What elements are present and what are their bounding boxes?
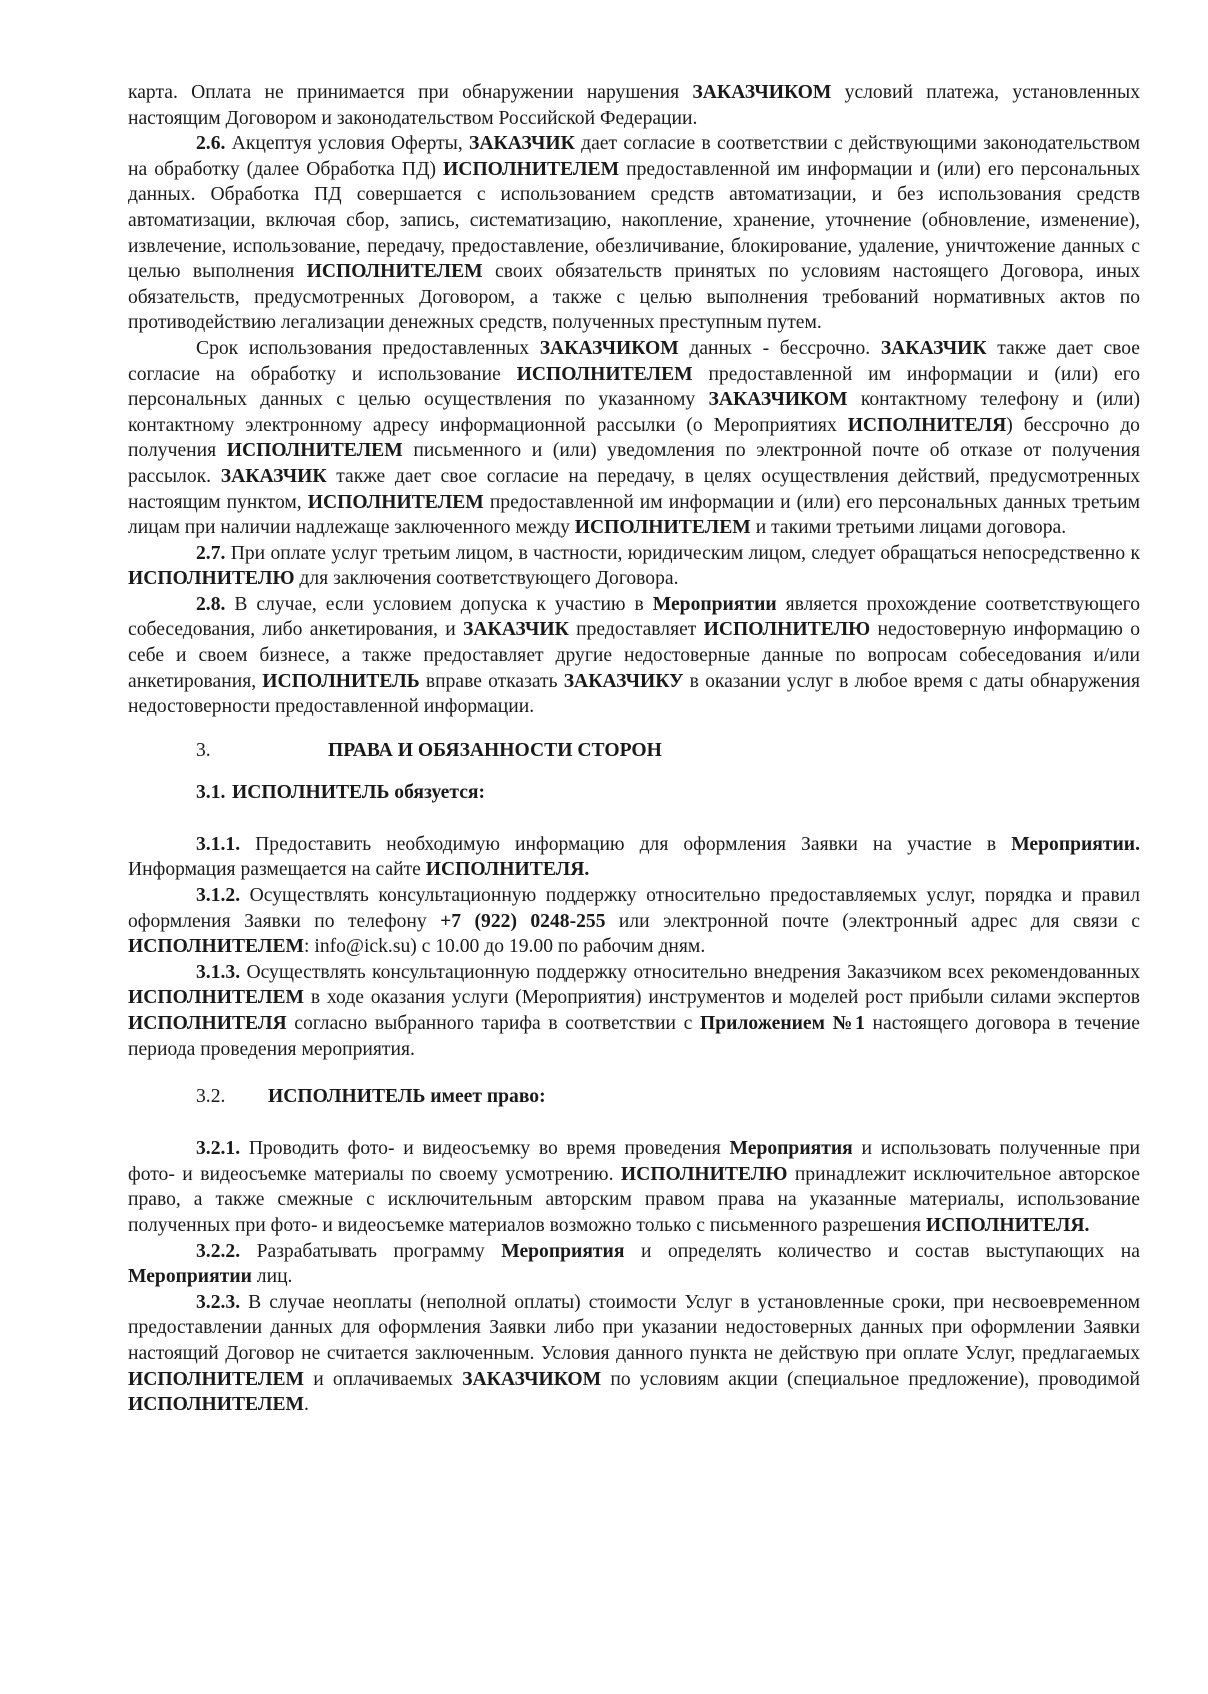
subsection-3-1-number: 3.1. (196, 781, 226, 803)
clause-text: Разрабатывать программу (240, 1240, 502, 1262)
bold-term: ЗАКАЗЧИКОМ (539, 337, 679, 359)
clause-text: предоставленной им информации и (или) его персональных данных третьим лицам при наличии надлежаще заключенного между (128, 491, 1140, 539)
bold-term: ИСПОЛНИТЕЛЮ (703, 619, 871, 641)
clause-text: и использовать полученные при фото- и видеосъемке материалы по своему усмотрению. (128, 1138, 1140, 1185)
bold-term: ИСПОЛНИТЕЛЕМ (306, 261, 483, 283)
clause-p-2-6 (128, 131, 1140, 336)
bold-term: ЗАКАЗЧИК (463, 619, 569, 641)
bold-term: ЗАКАЗЧИКОМ (462, 1368, 602, 1390)
bold-term: Мероприятия (501, 1240, 625, 1262)
bold-term: ИСПОЛНИТЕЛЮ (620, 1163, 788, 1185)
section-3-heading (128, 738, 1140, 764)
clause-text: вправе отказать (419, 670, 564, 692)
subsection-3-2-heading (128, 1084, 1140, 1110)
bold-term: 3.2.1. (196, 1138, 241, 1160)
clause-text: принадлежит исключительное авторское право, а также смежные с исключительным авторским правом права на указанные материалы, использование полученных при фото- и видеосъемке материалов возможно только с письменного разрешения (128, 1163, 1141, 1236)
bold-term: ЗАКАЗЧИКОМ (708, 389, 848, 411)
bold-term: 2.7. (196, 542, 226, 564)
bold-term: ИСПОЛНИТЕЛЕМ (128, 936, 305, 958)
clause-text: При оплате услуг третьим лицом, в частности, юридическим лицом, следует обращаться непосредственно к (225, 542, 1140, 564)
clause-p-3-2-1 (128, 1136, 1140, 1238)
bold-term: ИСПОЛНИТЕЛЯ (128, 1013, 287, 1034)
clause-text: также дает свое согласие на обработку и использование (128, 337, 1140, 385)
bold-term: ИСПОЛНИТЕЛЯ. (425, 859, 590, 881)
clause-text: и оплачиваемых (304, 1368, 463, 1390)
clause-text: лиц. (251, 1266, 293, 1288)
clause-text: В случае, если условием допуска к участию в (225, 593, 653, 615)
bold-term: 3.2.2. (196, 1240, 241, 1262)
clause-text: и такими третьими лицами договора. (750, 517, 1067, 539)
clause-p-3-2-2 (128, 1239, 1140, 1290)
clause-text: или электронной почте (электронный адрес для связи с (605, 910, 1140, 932)
clause-text: карта. Оплата не принимается при обнаружении нарушения (128, 82, 693, 103)
clause-p-2-6b (128, 336, 1140, 541)
bold-term: ЗАКАЗЧИКОМ (692, 82, 832, 103)
section-3-number: 3. (196, 739, 211, 761)
bold-term: 3.1.1. (196, 833, 241, 855)
bold-term: ИСПОЛНИТЕЛЮ (128, 568, 295, 590)
clause-p-intro (128, 80, 1140, 131)
bold-term: ИСПОЛНИТЕЛЕМ (574, 517, 751, 539)
bold-term: 2.6. (196, 133, 226, 155)
subsection-3-1-heading (128, 780, 1140, 806)
clause-text: и определять количество и состав выступающих на (624, 1240, 1140, 1262)
clause-text: также дает свое согласие на передачу, в целях осуществления действий, предусмотренных настоящим пунктом, (128, 465, 1140, 513)
section-3-title: ПРАВА И ОБЯЗАННОСТИ СТОРОН (328, 739, 662, 761)
clause-text: Осуществлять консультационную поддержку относительно предоставляемых услуг, порядка и правил оформления Заявки по телефону (128, 885, 1140, 932)
bold-term: ЗАКАЗЧИКУ (563, 670, 684, 692)
clause-p-3-2-3 (128, 1290, 1140, 1418)
clause-text: ) бессрочно до получения (128, 414, 1140, 462)
bold-term: ИСПОЛНИТЕЛЕМ (128, 987, 305, 1009)
clause-text: В случае неоплаты (неполной оплаты) стоимости Услуг в установленные сроки, при несвоевременном предоставлении данных для оформления Заявки либо при указании недостоверных данных при оформлении Заявки настоящий Договор не считается заключенным. Условия данного пункта не действую при оплате Услуг, предлагаемых (128, 1291, 1140, 1364)
bold-term: Мероприятии (128, 1266, 252, 1288)
clause-text: Срок использования предоставленных (196, 337, 540, 359)
clause-p-3-1-1 (128, 832, 1140, 883)
bold-term: ЗАКАЗЧИК (880, 337, 987, 359)
clause-p-3-1-2 (128, 883, 1140, 960)
clause-text: . (304, 1394, 309, 1416)
clause-text: дает согласие в соответствии с действующими законодательством на обработку (далее Обработка ПД) (128, 133, 1140, 180)
clause-text: в оказании услуг в любое время с даты обнаружения недостоверности предоставленной информации. (128, 670, 1140, 718)
clause-text: согласно выбранного тарифа в соответствии с (286, 1013, 700, 1034)
bold-term: +7 (922) 0248-255 (440, 910, 606, 932)
bold-term: ИСПОЛНИТЕЛЕМ (443, 158, 620, 180)
clause-text: контактному телефону и (или) контактному электронному адресу информационной рассылки (о Мероприятиях (128, 389, 1140, 436)
bold-term: ЗАКАЗЧИК (220, 465, 327, 487)
clause-text: предоставленной им информации и (или) его персональных данных. Обработка ПД совершается с использованием средств автоматизации, и без использования средств автоматизации, включая сбор, запись, систематизацию, накопление, хранение, уточнение (обновление, изменение), извлечение, использование, передачу, предоставление, обезличивание, блокирование, удаление, уничтожение данных с целью выполнения (128, 158, 1140, 283)
clauses-3-1 (128, 832, 1140, 1062)
clause-text: письменного и (или) уведомления по электронной почте об отказе от получения рассылок. (128, 440, 1140, 487)
bold-term: 3.2.3. (196, 1291, 241, 1313)
bold-term: ИСПОЛНИТЕЛЯ. (925, 1214, 1090, 1236)
clause-text: : info@ick.su) с 10.00 до 19.00 по рабочим дням. (304, 936, 706, 958)
bold-term: Мероприятии. (1011, 833, 1140, 855)
clause-text: данных - бессрочно. (678, 337, 881, 359)
bold-term: ИСПОЛНИТЕЛЯ (847, 414, 1007, 436)
clauses-section-2 (128, 80, 1140, 720)
clause-text: предоставляет (568, 619, 704, 641)
clause-p-3-1-3 (128, 960, 1140, 1062)
clause-text: Осуществлять консультационную поддержку относительно внедрения Заказчиком всех рекомендованных (240, 961, 1140, 983)
bold-term: 3.1.3. (196, 961, 241, 983)
clauses-3-2 (128, 1136, 1140, 1418)
clause-text: Проводить фото- и видеосъемку во время проведения (240, 1138, 730, 1160)
clause-text: Информация размещается на сайте (128, 859, 426, 881)
subsection-3-1-title: ИСПОЛНИТЕЛЬ обязуется: (232, 781, 486, 803)
bold-term: ИСПОЛНИТЕЛЕМ (226, 440, 403, 462)
clause-text: настоящего договора в течение периода проведения мероприятия. (128, 1013, 1140, 1060)
clause-text: в ходе оказания услуги (Мероприятия) инструментов и моделей рост прибыли силами экспертов (304, 987, 1140, 1009)
clause-p-2-7 (128, 541, 1140, 592)
subsection-3-2-number: 3.2. (196, 1086, 226, 1108)
bold-term: 3.1.2. (196, 885, 241, 907)
clause-text: Предоставить необходимую информацию для оформления Заявки на участие в (240, 833, 1012, 855)
subsection-3-2-title: ИСПОЛНИТЕЛЬ имеет право: (268, 1086, 546, 1108)
bold-term: Мероприятия (729, 1138, 853, 1160)
document-page (128, 80, 1140, 1418)
clause-text: условий платежа, установленных настоящим Договором и законодательством Российской Федерации. (128, 82, 1140, 129)
bold-term: ИСПОЛНИТЕЛЕМ (128, 1368, 305, 1390)
clause-text: предоставленной им информации и (или) его персональных данных с целью осуществления по указанному (128, 363, 1140, 411)
bold-term: Мероприятии (652, 593, 777, 615)
clause-text: Акцептуя условия Оферты, (225, 133, 470, 155)
bold-term: ИСПОЛНИТЕЛЕМ (516, 363, 693, 385)
bold-term: ИСПОЛНИТЕЛЬ (262, 670, 420, 692)
bold-term: Приложением №1 (699, 1013, 865, 1034)
bold-term: 2.8. (196, 593, 226, 615)
bold-term: ИСПОЛНИТЕЛЕМ (128, 1394, 305, 1416)
clause-text: по условиям акции (специальное предложение), проводимой (601, 1368, 1140, 1390)
clause-text: является прохождение соответствующего собеседования, либо анкетирования, и (128, 593, 1140, 641)
clause-text: своих обязательств принятых по условиям настоящего Договора, иных обязательств, предусмотренных Договором, а также с целью выполнения требований нормативных актов по противодействию легализации денежных средств, полученных преступным путем. (128, 261, 1140, 334)
clause-text: для заключения соответствующего Договора. (294, 568, 679, 590)
bold-term: ИСПОЛНИТЕЛЕМ (307, 491, 484, 513)
clause-text: недостоверную информацию о себе и своем бизнесе, а также предоставляет другие недостоверные данные по вопросам собеседования и/или анкетирования, (128, 619, 1140, 692)
bold-term: ЗАКАЗЧИК (469, 133, 575, 155)
clause-p-2-8 (128, 592, 1140, 720)
